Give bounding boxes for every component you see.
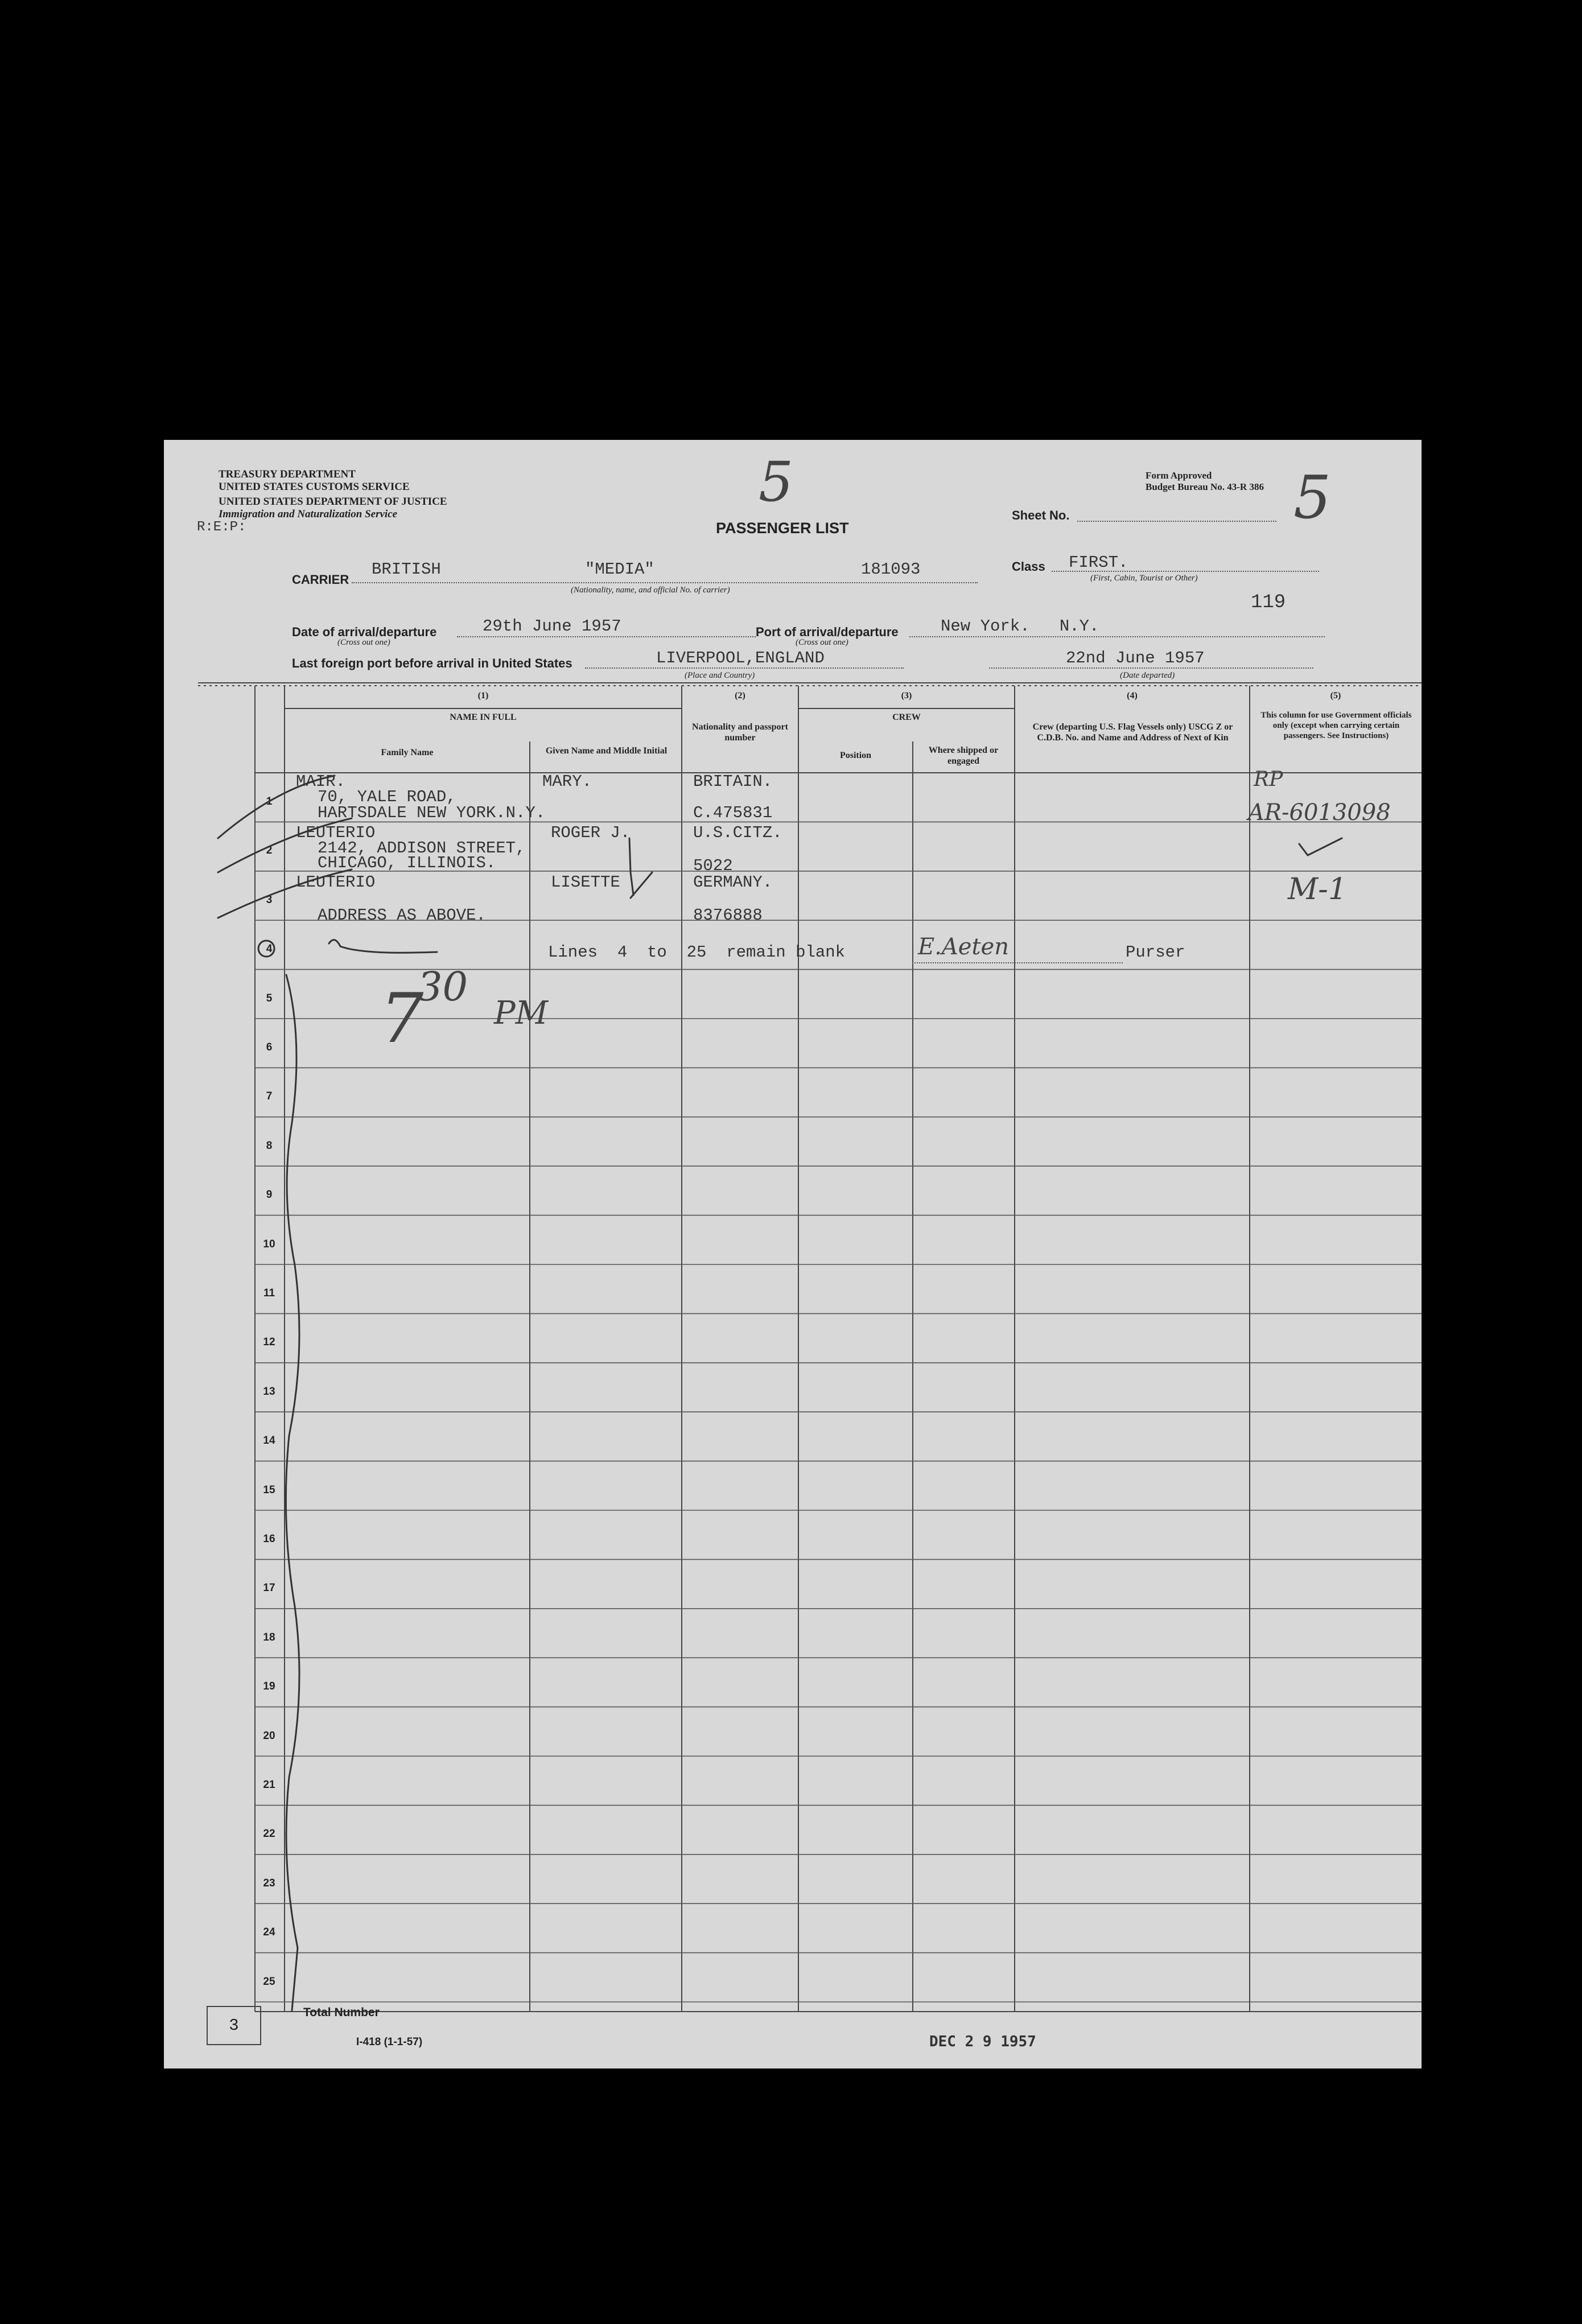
col4-title: Crew (departing U.S. Flag Vessels only) USCG Z or C.D.B. No. and Name and Address of Next of Kin xyxy=(1032,722,1233,743)
row-number: 9 xyxy=(266,1189,273,1201)
row-number: 13 xyxy=(263,1385,275,1398)
row-number: 20 xyxy=(263,1729,275,1742)
total-number-label: Total Number xyxy=(303,2006,380,2019)
carrier-note: (Nationality, name, and official No. of carrier) xyxy=(571,586,730,595)
row-number: 4 xyxy=(266,943,273,955)
col1-title: NAME IN FULL xyxy=(450,712,517,722)
row-number: 10 xyxy=(263,1238,275,1250)
handwritten-five-top: 5 xyxy=(759,450,794,514)
dept-line-1: TREASURY DEPARTMENT xyxy=(219,468,356,480)
row1-given: MARY. xyxy=(542,772,592,791)
row-number: 24 xyxy=(263,1926,275,1939)
hand-time-minutes: 30 xyxy=(417,963,468,1010)
form-number: I-418 (1-1-57) xyxy=(356,2036,423,2048)
last-port-note: (Place and Country) xyxy=(685,671,755,680)
row1-alien-registration: AR-6013098 xyxy=(1248,800,1391,826)
date-note: (Cross out one) xyxy=(337,638,390,647)
dept-line-4: Immigration and Naturalization Service xyxy=(219,508,398,520)
row1-nationality: BRITAIN. xyxy=(693,772,773,791)
row1-official-mark: RP xyxy=(1254,768,1283,791)
arrival-port: New York. N.Y. xyxy=(941,617,1099,636)
row-number: 6 xyxy=(266,1041,273,1053)
page-number: 119 xyxy=(1251,592,1286,613)
page-title: PASSENGER LIST xyxy=(716,520,849,537)
row1-address2: HARTSDALE NEW YORK.N.Y. xyxy=(318,803,546,822)
row-number: 15 xyxy=(263,1484,275,1496)
col4-number: (4) xyxy=(1127,691,1138,701)
hand-time-hour: 7 xyxy=(380,979,424,1058)
departed-date: 22nd June 1957 xyxy=(1066,649,1205,667)
carrier-nationality: BRITISH xyxy=(372,560,441,579)
last-port-value: LIVERPOOL,ENGLAND xyxy=(656,649,825,667)
class-note: (First, Cabin, Tourist or Other) xyxy=(1090,574,1198,583)
last-port-label: Last foreign port before arrival in United States xyxy=(292,656,572,670)
table-grid xyxy=(164,440,1422,2068)
row-number: 11 xyxy=(263,1287,275,1299)
col5-title: This column for use Government officials only (except when carrying certain passengers. See Instructions) xyxy=(1260,711,1412,740)
carrier-label: CARRIER xyxy=(292,572,349,587)
sheet-label: Sheet No. xyxy=(1012,508,1070,522)
col3-number: (3) xyxy=(901,691,912,701)
hand-time-pm: PM xyxy=(494,995,549,1032)
budget-bureau: Budget Bureau No. 43-R 386 xyxy=(1146,481,1264,492)
departed-note: (Date departed) xyxy=(1120,671,1175,680)
row3-official-mark: M-1 xyxy=(1288,872,1347,906)
row-number: 21 xyxy=(263,1779,275,1791)
row3-passport: 8376888 xyxy=(693,906,763,925)
row-number: 16 xyxy=(263,1533,275,1545)
row2-nationality: U.S.CITZ. xyxy=(693,823,782,842)
carrier-official-no: 181093 xyxy=(861,560,921,579)
shipped-header: Where shipped or engaged xyxy=(928,745,999,766)
row-number: 14 xyxy=(263,1435,275,1447)
row1-family: MAIR. xyxy=(296,772,346,791)
received-stamp: DEC 2 9 1957 xyxy=(929,2033,1036,2050)
row3-nationality: GERMANY. xyxy=(693,873,773,892)
remark-text: Lines 4 to 25 remain blank xyxy=(548,943,846,962)
row2-address1: 2142, ADDISON STREET, xyxy=(318,839,526,858)
row-number: 2 xyxy=(266,844,273,857)
dept-line-3: UNITED STATES DEPARTMENT OF JUSTICE xyxy=(219,496,447,508)
col2-number: (2) xyxy=(735,691,745,701)
purser-signature: E.Aeten xyxy=(918,934,1009,960)
dept-line-2: UNITED STATES CUSTOMS SERVICE xyxy=(219,481,410,493)
row-number: 18 xyxy=(263,1631,275,1643)
row3-given: LISETTE xyxy=(551,873,620,892)
form-approved: Form Approved xyxy=(1146,470,1212,481)
col5-number: (5) xyxy=(1330,691,1341,701)
col2-title: Nationality and passport number xyxy=(692,722,788,743)
total-number-box: 3 xyxy=(207,2006,261,2045)
date-label: Date of arrival/departure xyxy=(292,625,437,639)
row1-passport: C.475831 xyxy=(693,803,773,822)
row1-address1: 70, YALE ROAD, xyxy=(318,788,456,806)
row-number: 23 xyxy=(263,1877,275,1889)
row-number: 8 xyxy=(266,1139,273,1152)
row3-family: LEUTERIO xyxy=(296,873,376,892)
row-number: 5 xyxy=(266,992,273,1004)
col1-number: (1) xyxy=(477,691,489,701)
purser-label: Purser xyxy=(1126,943,1185,962)
class-value: FIRST. xyxy=(1069,553,1128,572)
row2-passport: 5022 xyxy=(693,856,733,875)
position-header: Position xyxy=(839,751,872,760)
row2-family: LEUTERIO xyxy=(296,823,376,842)
row-number: 17 xyxy=(263,1582,275,1594)
passenger-list-form xyxy=(164,440,1422,2068)
row-number: 1 xyxy=(266,796,273,807)
port-note: (Cross out one) xyxy=(796,638,848,647)
row2-given: ROGER J. xyxy=(551,823,631,842)
family-name-header: Family Name xyxy=(381,748,434,757)
carrier-name: "MEDIA" xyxy=(585,560,654,579)
sheet-number-hand: 5 xyxy=(1293,463,1332,532)
class-label: Class xyxy=(1012,559,1045,574)
signature-line xyxy=(912,962,1123,963)
port-label: Port of arrival/departure xyxy=(756,625,899,639)
row-number: 12 xyxy=(263,1336,275,1349)
given-name-header: Given Name and Middle Initial xyxy=(545,746,668,756)
row-number: 7 xyxy=(266,1090,273,1103)
row-number: 3 xyxy=(266,893,273,906)
row-number: 19 xyxy=(263,1680,275,1693)
rep-code: R:E:P: xyxy=(197,520,246,535)
arrival-date: 29th June 1957 xyxy=(483,617,621,636)
row2-address2: CHICAGO, ILLINOIS. xyxy=(318,854,496,872)
row3-address: ADDRESS AS ABOVE. xyxy=(318,906,486,925)
col3-title: CREW xyxy=(892,712,921,722)
row-number: 22 xyxy=(263,1828,275,1840)
row-number: 25 xyxy=(263,1975,275,1988)
